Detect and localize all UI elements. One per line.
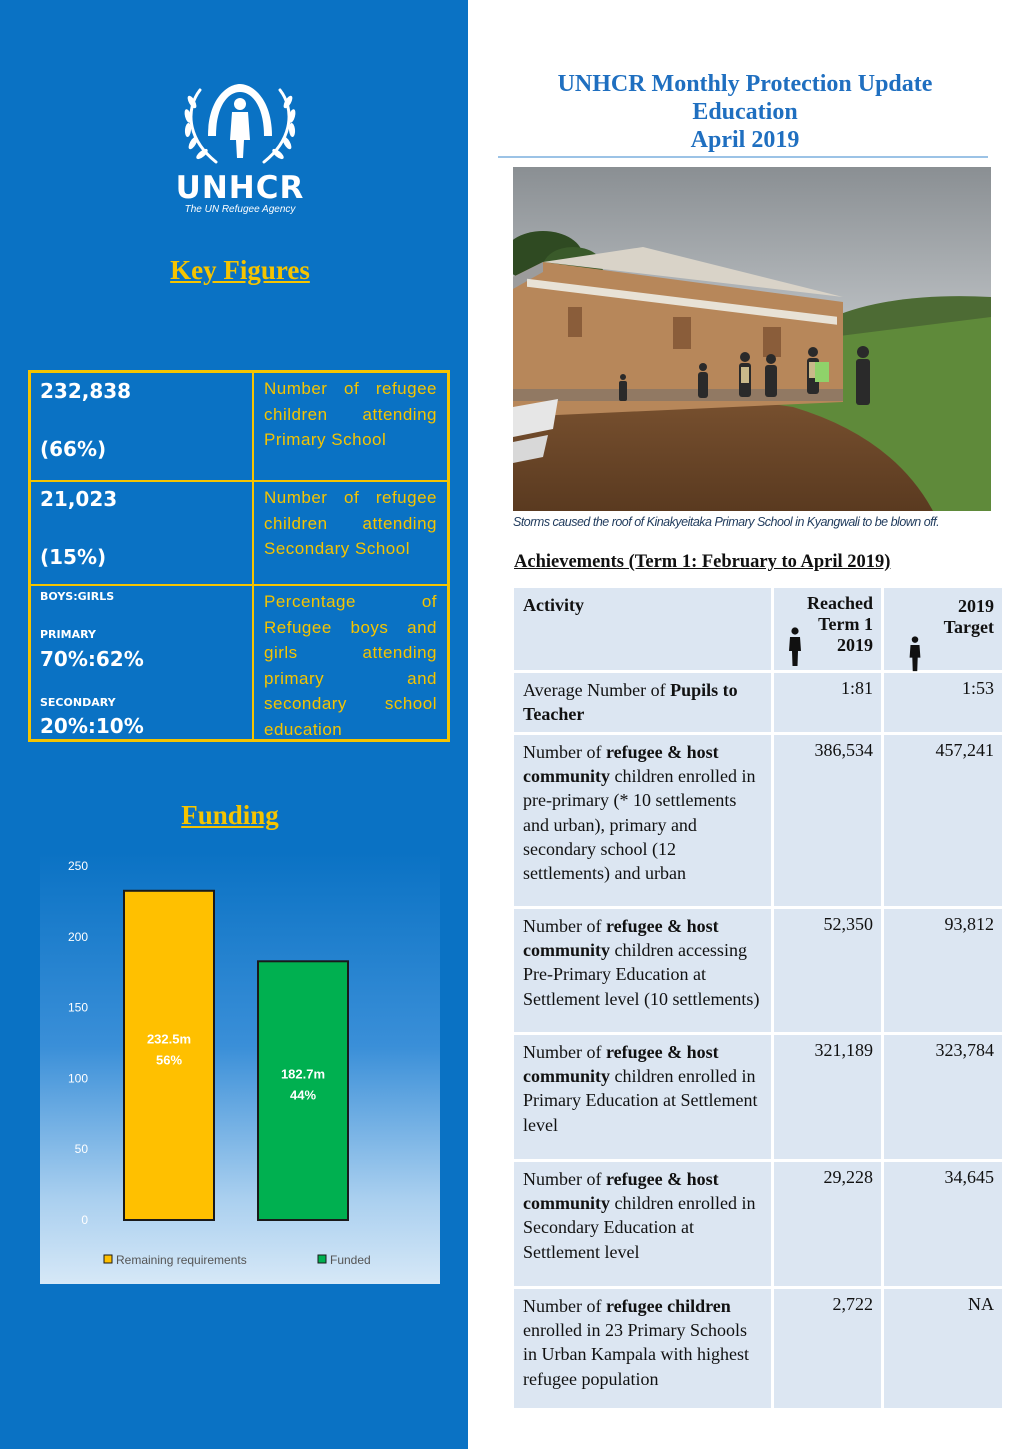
table-row bbox=[514, 909, 1002, 1035]
key-figure-value: 21,023 bbox=[40, 487, 118, 511]
activity-cell: Average Number of Pupils to Teacher bbox=[514, 673, 774, 735]
table-header-row bbox=[514, 588, 1002, 673]
legend-label: Remaining requirements bbox=[116, 1253, 247, 1267]
bar-percent-label: 56% bbox=[155, 1052, 183, 1068]
secondary-ratio: 20%:10% bbox=[40, 714, 144, 738]
funding-heading: Funding bbox=[181, 800, 279, 830]
key-figure-row bbox=[31, 586, 447, 739]
photo-caption: Storms caused the roof of Kinakyeitaka Primary School in Kyangwali to be blown off. bbox=[513, 515, 940, 529]
funding-chart-svg bbox=[40, 852, 440, 1284]
legend-label: Funded bbox=[330, 1253, 371, 1267]
target-cell: NA bbox=[884, 1289, 1002, 1411]
bar-percent-label: 44% bbox=[289, 1087, 317, 1103]
person-icon bbox=[788, 627, 802, 667]
y-tick-label: 100 bbox=[67, 1071, 88, 1086]
activity-cell: Number of refugee & host community children enrolled in Primary Education at Settlement level bbox=[514, 1035, 774, 1162]
y-tick-label: 50 bbox=[74, 1142, 88, 1157]
reached-header-line: Term 1 bbox=[818, 614, 873, 634]
key-figure-description: Number of refugee children attending Primary School bbox=[264, 379, 437, 449]
key-figure-row bbox=[31, 373, 447, 482]
funding-chart bbox=[40, 852, 440, 1284]
activity-column-header: Activity bbox=[514, 588, 774, 673]
key-figure-share: (66%) bbox=[40, 437, 107, 461]
reached-header-line: Reached bbox=[807, 593, 873, 613]
key-figures-heading: Key Figures bbox=[170, 255, 310, 285]
key-figure-row bbox=[31, 482, 447, 586]
reached-cell: 29,228 bbox=[774, 1162, 884, 1289]
key-figures-table bbox=[28, 370, 450, 742]
y-tick-label: 250 bbox=[67, 859, 88, 873]
table-row bbox=[514, 1162, 1002, 1289]
y-tick-label: 150 bbox=[67, 1000, 88, 1015]
table-row bbox=[514, 735, 1002, 909]
title-divider bbox=[498, 156, 988, 158]
table-row bbox=[514, 1035, 1002, 1162]
key-figure-values bbox=[31, 482, 254, 584]
activity-cell: Number of refugee children enrolled in 23 Primary Schools in Urban Kampala with highest refugee population bbox=[514, 1289, 774, 1411]
unhcr-logo bbox=[160, 78, 320, 218]
secondary-label: SECONDARY bbox=[40, 696, 116, 709]
table-row bbox=[514, 1289, 1002, 1411]
damaged-school-photo-icon bbox=[513, 167, 991, 511]
logo-tagline: The UN Refugee Agency bbox=[184, 204, 296, 215]
report-date: April 2019 bbox=[690, 127, 800, 153]
school-photo bbox=[513, 167, 991, 511]
key-figure-description: Number of refugee children attending Secondary School bbox=[264, 488, 437, 558]
reached-cell: 52,350 bbox=[774, 909, 884, 1035]
left-sidebar bbox=[0, 0, 468, 1449]
legend-swatch bbox=[318, 1255, 326, 1263]
legend-swatch bbox=[104, 1255, 112, 1263]
report-title-line: Education bbox=[692, 99, 798, 125]
target-cell: 93,812 bbox=[884, 909, 1002, 1035]
target-header-line: 2019 bbox=[958, 596, 994, 616]
unhcr-emblem-icon bbox=[178, 78, 302, 170]
reached-cell: 321,189 bbox=[774, 1035, 884, 1162]
primary-ratio: 70%:62% bbox=[40, 647, 144, 671]
reached-column-header bbox=[774, 588, 884, 673]
achievements-heading: Achievements (Term 1: February to April 2019) bbox=[514, 552, 891, 572]
y-tick-label: 0 bbox=[81, 1213, 88, 1227]
boys-girls-label: BOYS:GIRLS bbox=[40, 590, 115, 603]
primary-label: PRIMARY bbox=[40, 628, 96, 641]
table-row bbox=[514, 673, 1002, 735]
key-figure-value: 232,838 bbox=[40, 379, 132, 403]
target-cell: 1:53 bbox=[884, 673, 1002, 735]
activity-cell: Number of refugee & host community children accessing Pre-Primary Education at Settlement level (10 settlements) bbox=[514, 909, 774, 1035]
achievements-table bbox=[514, 588, 1002, 1411]
target-cell: 323,784 bbox=[884, 1035, 1002, 1162]
report-title bbox=[500, 70, 990, 154]
reached-cell: 386,534 bbox=[774, 735, 884, 909]
key-figure-share: (15%) bbox=[40, 545, 107, 569]
target-cell: 457,241 bbox=[884, 735, 1002, 909]
activity-cell: Number of refugee & host community children enrolled in Secondary Education at Settlement level bbox=[514, 1162, 774, 1289]
reached-cell: 1:81 bbox=[774, 673, 884, 735]
logo-wordmark: UNHCR bbox=[175, 170, 305, 206]
reached-header-line: 2019 bbox=[837, 635, 873, 655]
key-figure-description: Percentage of Refugee boys and girls attending primary and secondary school education bbox=[264, 592, 437, 739]
key-figure-values bbox=[31, 373, 254, 480]
key-figure-values bbox=[31, 586, 254, 739]
person-icon bbox=[908, 636, 922, 672]
report-title-line: UNHCR Monthly Protection Update bbox=[557, 71, 933, 97]
target-header-line: Target bbox=[943, 617, 994, 637]
activity-cell: Number of refugee & host community children enrolled in pre-primary (* 10 settlements and urban), primary and secondary school (12 settlements) and urban bbox=[514, 735, 774, 909]
target-cell: 34,645 bbox=[884, 1162, 1002, 1289]
reached-cell: 2,722 bbox=[774, 1289, 884, 1411]
y-tick-label: 200 bbox=[67, 929, 88, 944]
bar-value-label: 232.5m bbox=[146, 1031, 192, 1047]
target-column-header bbox=[884, 588, 1002, 673]
bar-value-label: 182.7m bbox=[280, 1066, 326, 1082]
